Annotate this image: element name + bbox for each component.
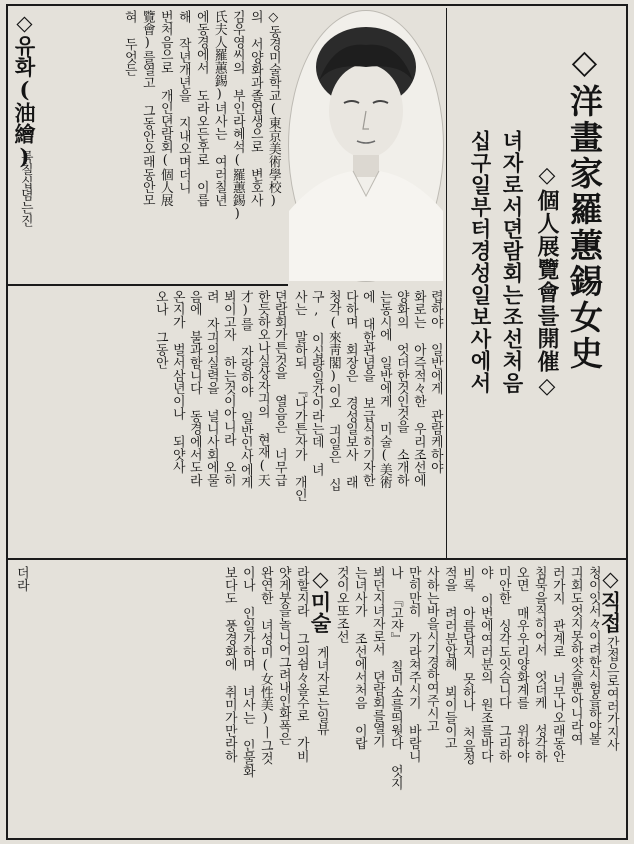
article-line: 야 이번에여러분의 원조를바다 [477,566,493,763]
article-line: 에 대한관념을 보급식히기자한 [359,290,375,487]
article-line: 음에 불과함니다 동경에서도라 [186,290,202,487]
left-border [6,4,8,840]
headline-deck-2: 십구일부터경성일보사에서 [468,130,493,394]
article-line: 더라 [13,566,29,592]
headline-subtitle: ◇個人展覽會를開催◇ [534,162,560,400]
bottom-border [6,838,628,840]
article-line: 는동시에 일반에게 미술(美術 [376,290,392,489]
art-section-label: ◇미술 [308,566,333,633]
article-line: 氏夫人羅蕙錫)녀사는 여러칠년 [211,10,227,207]
article-line: 미안한 싱각도잇슴니다 그리하 [495,566,511,763]
article-line: 다하며 회장은 경성일보사 래 [342,290,358,489]
article-line: 오나 그동안 [152,290,168,369]
article-line: 才)를 자랑하야 일반인사에게 [237,290,253,489]
headline-deck-1: 녀자로서뎐람회는조선처음 [500,130,525,394]
article-line: 침묵을직히어서 엇더케 성각하 [531,566,547,763]
article-line: 에동경에서 도라오든후로 이릅 [193,10,209,207]
article-line: 비록 아름답지 못하나 처음정 [459,566,475,765]
article-line: 완연한 녀성미(女性美)ㅣ그것 [257,566,273,765]
article-line: 청각(來靑閣)이오 긔일은 십 [325,290,341,491]
headline-title: ◇洋畫家羅蕙錫女史 [565,42,604,372]
article-line: 사는 말하되 『나가튼자가 개인 [291,290,307,502]
article-line: 러가지 관계로 너무나오래동안 [549,566,565,763]
article-line: 사하는바을시기경하여주시고 [423,566,439,733]
article-line: 한듯하오나실상자긔의 현재(天 [254,290,270,487]
article-line: 화로는 아즉적々한 우리조선에 [410,290,426,487]
article-line: 온지가 벌서삼년이나 되얏사 [169,290,185,474]
direct-label: ◇직접 [598,566,623,633]
article-line: 만히만히 가라쳐주시기 바람니 [405,566,421,763]
top-border [6,4,628,6]
article-line: 뵈이고자 하는것이아니라 오히 [220,290,236,487]
direct-text: 간접으로여러가지사 [603,636,619,752]
article-line: 뎐람회가튼것을 열음은 너무급 [271,290,287,487]
article-line: 오면 매우우리양화계를 위하야 [513,566,529,763]
article-line: 보다도 풍경화에 취미가만라하 [221,566,237,763]
article-line: 나 『고쟈』 칠미소를띄웟다 엇지 [387,566,403,791]
article-line: 려 자긔의실력을 널니사회에물 [203,290,219,487]
article-line: 구, 이십량일간이라는데 녀 [308,290,324,476]
article-line: 적을 려러분압헤 뵈이들이고 [441,566,457,750]
article-line: 혀 두엇든 [121,10,137,77]
art-section-text: 게녀자로는일뷰 [313,646,329,736]
article-line: 번처음으로 개인뎐람회(個人展 [157,10,173,207]
portrait-photo [288,10,444,282]
article-line: 긔회도엇지못하얏슬뿐아니라여 [567,566,583,746]
article-line: 것이오또조선 [333,566,349,643]
article-line: 覽會)를열고 그동안오래동안모 [139,10,155,207]
article-line: 얏게붓을놀니어그려내인화폭은 [275,566,291,746]
right-border [626,4,628,840]
horizontal-rule-upper [8,284,288,286]
article-line: 해 작년개년을 지내오며더니 [175,10,191,194]
article-line: 라할지라 그의쉼々올수로 가비 [293,566,309,763]
headline-divider [446,8,447,558]
portrait-image [289,11,443,281]
oil-painting-text: 륙칠십뎜는진 [17,150,33,227]
article-line: ◇동경미술학교(東京美術學校) [265,10,281,209]
article-line: 청이잇서々이려한시험을하야볼 [585,566,601,746]
article-line: 는녀사가 조선에서처음 이랍 [351,566,367,750]
article-line: 이나 인일가하며 녀사는 인물화 [239,566,255,778]
article-line: 뵈던지녀자로서 뎐람회를열기 [369,566,385,748]
article-line: 양화의 엇더한것인것을 소개하 [393,290,409,487]
article-line: 렵하야 일반에게 관람케하야 [427,290,443,474]
article-line: 김우영씨의 부인라혜석(羅蕙錫) [229,10,245,222]
horizontal-rule-lower [8,558,626,560]
oil-painting-label: ◇유화(油繪) [12,10,37,169]
article-line: 의 서양화과졸업생으로 변호사 [247,10,263,207]
